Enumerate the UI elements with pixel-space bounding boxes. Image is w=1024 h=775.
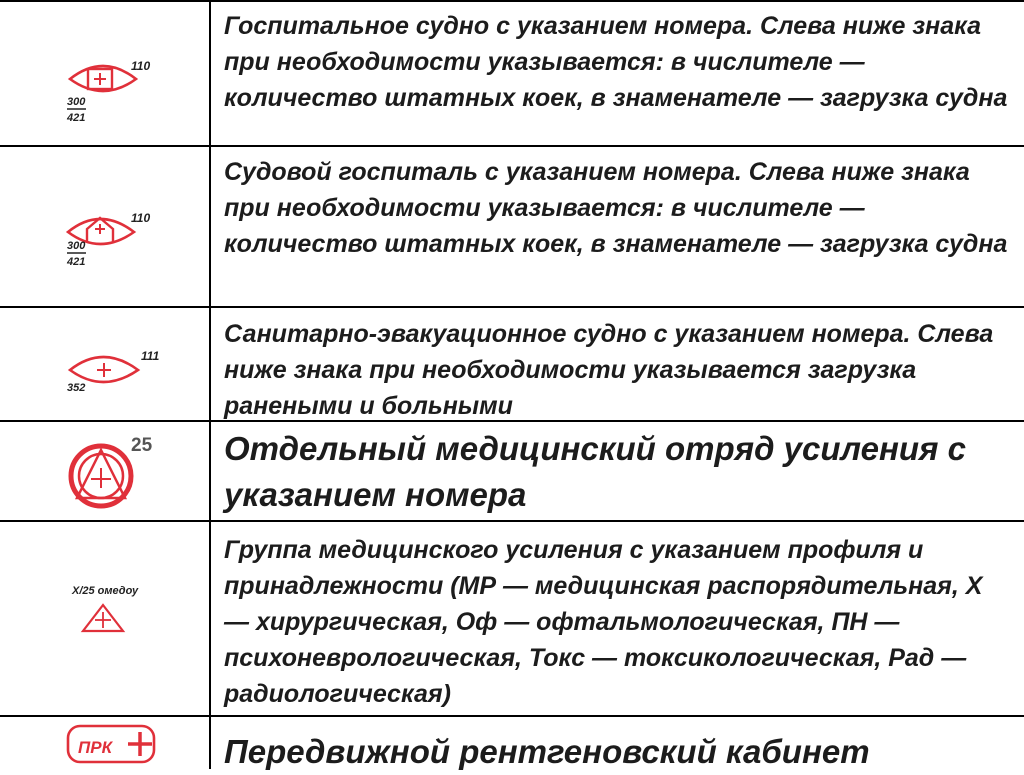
row-description: Санитарно-эвакуационное судно с указанием номера. Слева ниже знака при необходимости указывается загрузка ранеными и больными [224,320,994,420]
table-row [0,522,1024,717]
svg-text:111: 111 [141,349,160,363]
table-row [0,717,1024,769]
row-description: Группа медицинского усиления с указанием профиля и принадлежности (МР — медицинская распорядительная, Х — хирургическая, Оф — офтальмологическая, ПН — психоневрологическая, Токс — токсикологическая, Рад — радиологическая) [224,536,983,708]
symbol-cell [0,522,211,715]
row-description: Госпитальное судно с указанием номера. Слева ниже знака при необходимости указывается: в числителе — количество штатных коек, в знаменателе — загрузка судна [224,12,1008,112]
svg-text:110: 110 [131,59,151,73]
svg-text:300: 300 [67,240,86,252]
hospital-ship-symbol-icon [0,2,209,145]
row-description: Судовой госпиталь с указанием номера. Слева ниже знака при необходимости указывается: в числителе — количество штатных коек, в знаменателе — загрузка судна [224,158,1008,258]
symbol-cell [0,147,211,306]
svg-text:421: 421 [67,112,86,124]
sanitary-evacuation-ship-symbol-icon [0,308,209,420]
symbol-cell [0,422,211,520]
table-row [0,422,1024,522]
svg-text:110: 110 [131,211,151,225]
ship-hospital-symbol-icon [0,147,209,306]
table-row [0,308,1024,422]
symbol-cell [0,2,211,145]
symbol-cell [0,717,211,769]
svg-text:Х/25 омедоу: Х/25 омедоу [72,585,139,597]
medical-reinforcement-detachment-symbol-icon [0,422,209,520]
medical-reinforcement-group-symbol-icon [0,522,209,715]
row-description: Отдельный медицинский отряд усиления с указанием номера [224,430,967,513]
mobile-xray-cabinet-symbol-icon [0,717,209,769]
table-row [0,147,1024,308]
svg-text:25: 25 [131,435,153,456]
row-description: Передвижной рентгеновский кабинет [224,733,870,770]
table-row [0,2,1024,147]
svg-text:352: 352 [67,382,86,394]
svg-text:ПРК: ПРК [78,738,113,757]
svg-text:421: 421 [67,256,86,268]
svg-text:300: 300 [67,96,86,108]
symbol-cell [0,308,211,420]
